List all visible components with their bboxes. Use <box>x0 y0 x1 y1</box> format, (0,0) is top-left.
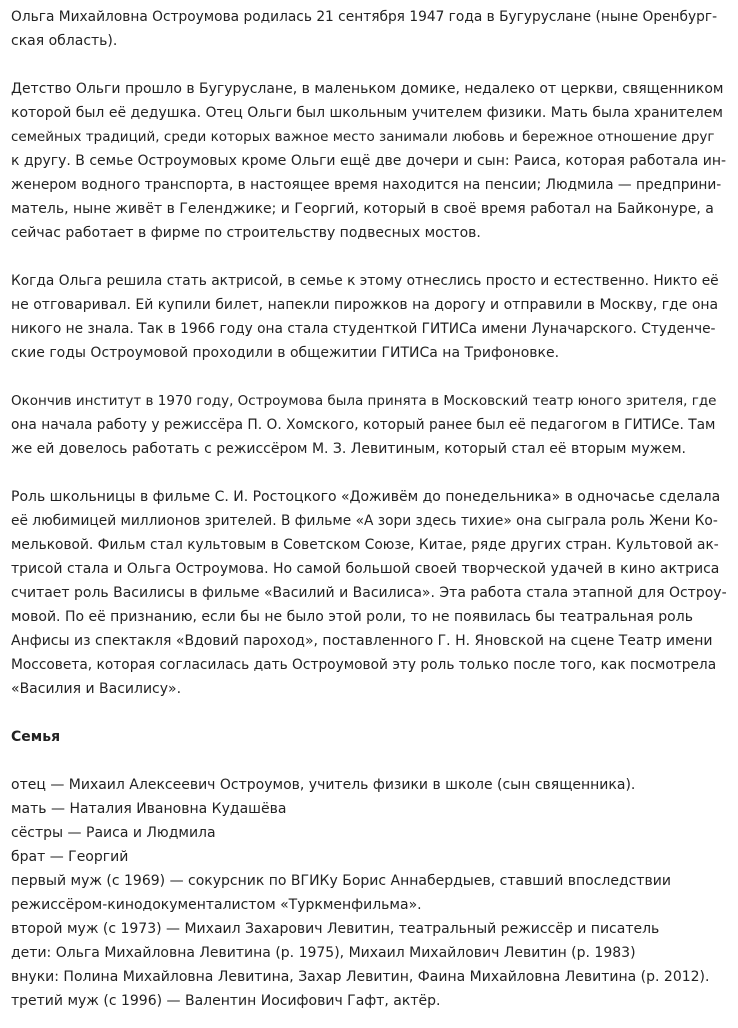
text-line: которой был её дедушка. Отец Ольги был школьным учителем физики. Мать была хранителем <box>11 105 723 121</box>
text-line: мовой. По её признанию, если бы не было этой роли, то не появилась бы театральная роль <box>11 609 693 625</box>
text-line: Ольга Михайловна Остроумова родилась 21 сентября 1947 года в Бугуруслане (ныне Оренбург- <box>11 9 718 25</box>
family-item: первый муж (с 1969) — сокурсник по ВГИКу Борис Аннабердыев, ставший впоследствии <box>11 873 671 889</box>
text-line: Моссовета, которая согласилась дать Остроумовой эту роль только после того, как посмотрела <box>11 657 717 673</box>
text-line: «Василия и Василису». <box>11 681 182 697</box>
family-item: брат — Георгий <box>11 849 129 865</box>
family-item: режиссёром-кинодокументалистом «Туркменфильма». <box>11 897 422 913</box>
text-line: ские годы Остроумовой проходили в общежитии ГИТИСа на Трифоновке. <box>11 345 560 361</box>
text-line: семейных традиций, среди которых важное место занимали любовь и бережное отношение друг <box>11 129 715 145</box>
text-line: Детство Ольги прошло в Бугуруслане, в маленьком домике, недалеко от церкви, священником <box>11 81 724 97</box>
text-line: Анфисы из спектакля «Вдовий пароход», поставленного Г. Н. Яновской на сцене Театр имени <box>11 633 713 649</box>
text-line: мельковой. Фильм стал культовым в Советском Союзе, Китае, ряде других стран. Культовой ак- <box>11 537 719 553</box>
text-line: никого не знала. Так в 1966 году она стала студенткой ГИТИСа имени Луначарского. Студенче- <box>11 321 716 337</box>
text-line: Когда Ольга решила стать актрисой, в семье к этому отнеслись просто и естественно. Никто её <box>11 273 719 289</box>
family-list <box>11 773 727 1013</box>
family-item: мать — Наталия Ивановна Кудашёва <box>11 801 287 817</box>
section-title-family: Семья <box>11 729 61 745</box>
family-item: отец — Михаил Алексеевич Остроумов, учитель физики в школе (сын священника). <box>11 777 636 793</box>
family-item: внуки: Полина Михайловна Левитина, Захар Левитин, Фаина Михайловна Левитина (р. 2012). <box>11 969 710 985</box>
paragraph-birth <box>11 5 727 53</box>
text-line: ская область). <box>11 33 118 49</box>
family-item: дети: Ольга Михайловна Левитина (р. 1975), Михаил Михайлович Левитин (р. 1983) <box>11 945 636 961</box>
paragraph-film-roles <box>11 485 727 701</box>
text-line: Роль школьницы в фильме С. И. Ростоцкого «Доживём до понедельника» в одночасье сделала <box>11 489 721 505</box>
text-line: к другу. В семье Остроумовых кроме Ольги ещё две дочери и сын: Раиса, которая работала ин- <box>11 153 727 169</box>
family-item: третий муж (с 1996) — Валентин Иосифович Гафт, актёр. <box>11 993 441 1009</box>
text-line: трисой стала и Ольга Остроумова. Но самой большой своей творческой удачей в кино актриса <box>11 561 720 577</box>
paragraph-childhood <box>11 77 727 245</box>
text-line: не отговаривал. Ей купили билет, напекли пирожков на дорогу и отправили в Москву, где она <box>11 297 719 313</box>
text-line: считает роль Василисы в фильме «Василий и Василиса». Эта работа стала этапной для Остроу- <box>11 585 727 601</box>
text-line: матель, ныне живёт в Геленджике; и Георгий, который в своё время работал на Байконуре, а <box>11 201 714 217</box>
paragraph-acting-decision <box>11 269 727 365</box>
text-line: её любимицей миллионов зрителей. В фильме «А зори здесь тихие» она сыграла роль Жени Ко- <box>11 513 718 529</box>
family-item: сёстры — Раиса и Людмила <box>11 825 216 841</box>
text-line: она начала работу у режиссёра П. О. Хомского, который ранее был её педагогом в ГИТИСе. Там <box>11 417 716 433</box>
text-line: женером водного транспорта, в настоящее время находится на пенсии; Людмила — предприни- <box>11 177 722 193</box>
paragraph-theatre-career <box>11 389 727 461</box>
text-line: сейчас работает в фирме по строительству подвесных мостов. <box>11 225 481 241</box>
text-line: же ей довелось работать с режиссёром М. З. Левитиным, который стал её вторым мужем. <box>11 441 686 457</box>
family-item: второй муж (с 1973) — Михаил Захарович Левитин, театральный режиссёр и писатель <box>11 921 660 937</box>
text-line: Окончив институт в 1970 году, Остроумова была принята в Московский театр юного зрителя, где <box>11 393 717 409</box>
